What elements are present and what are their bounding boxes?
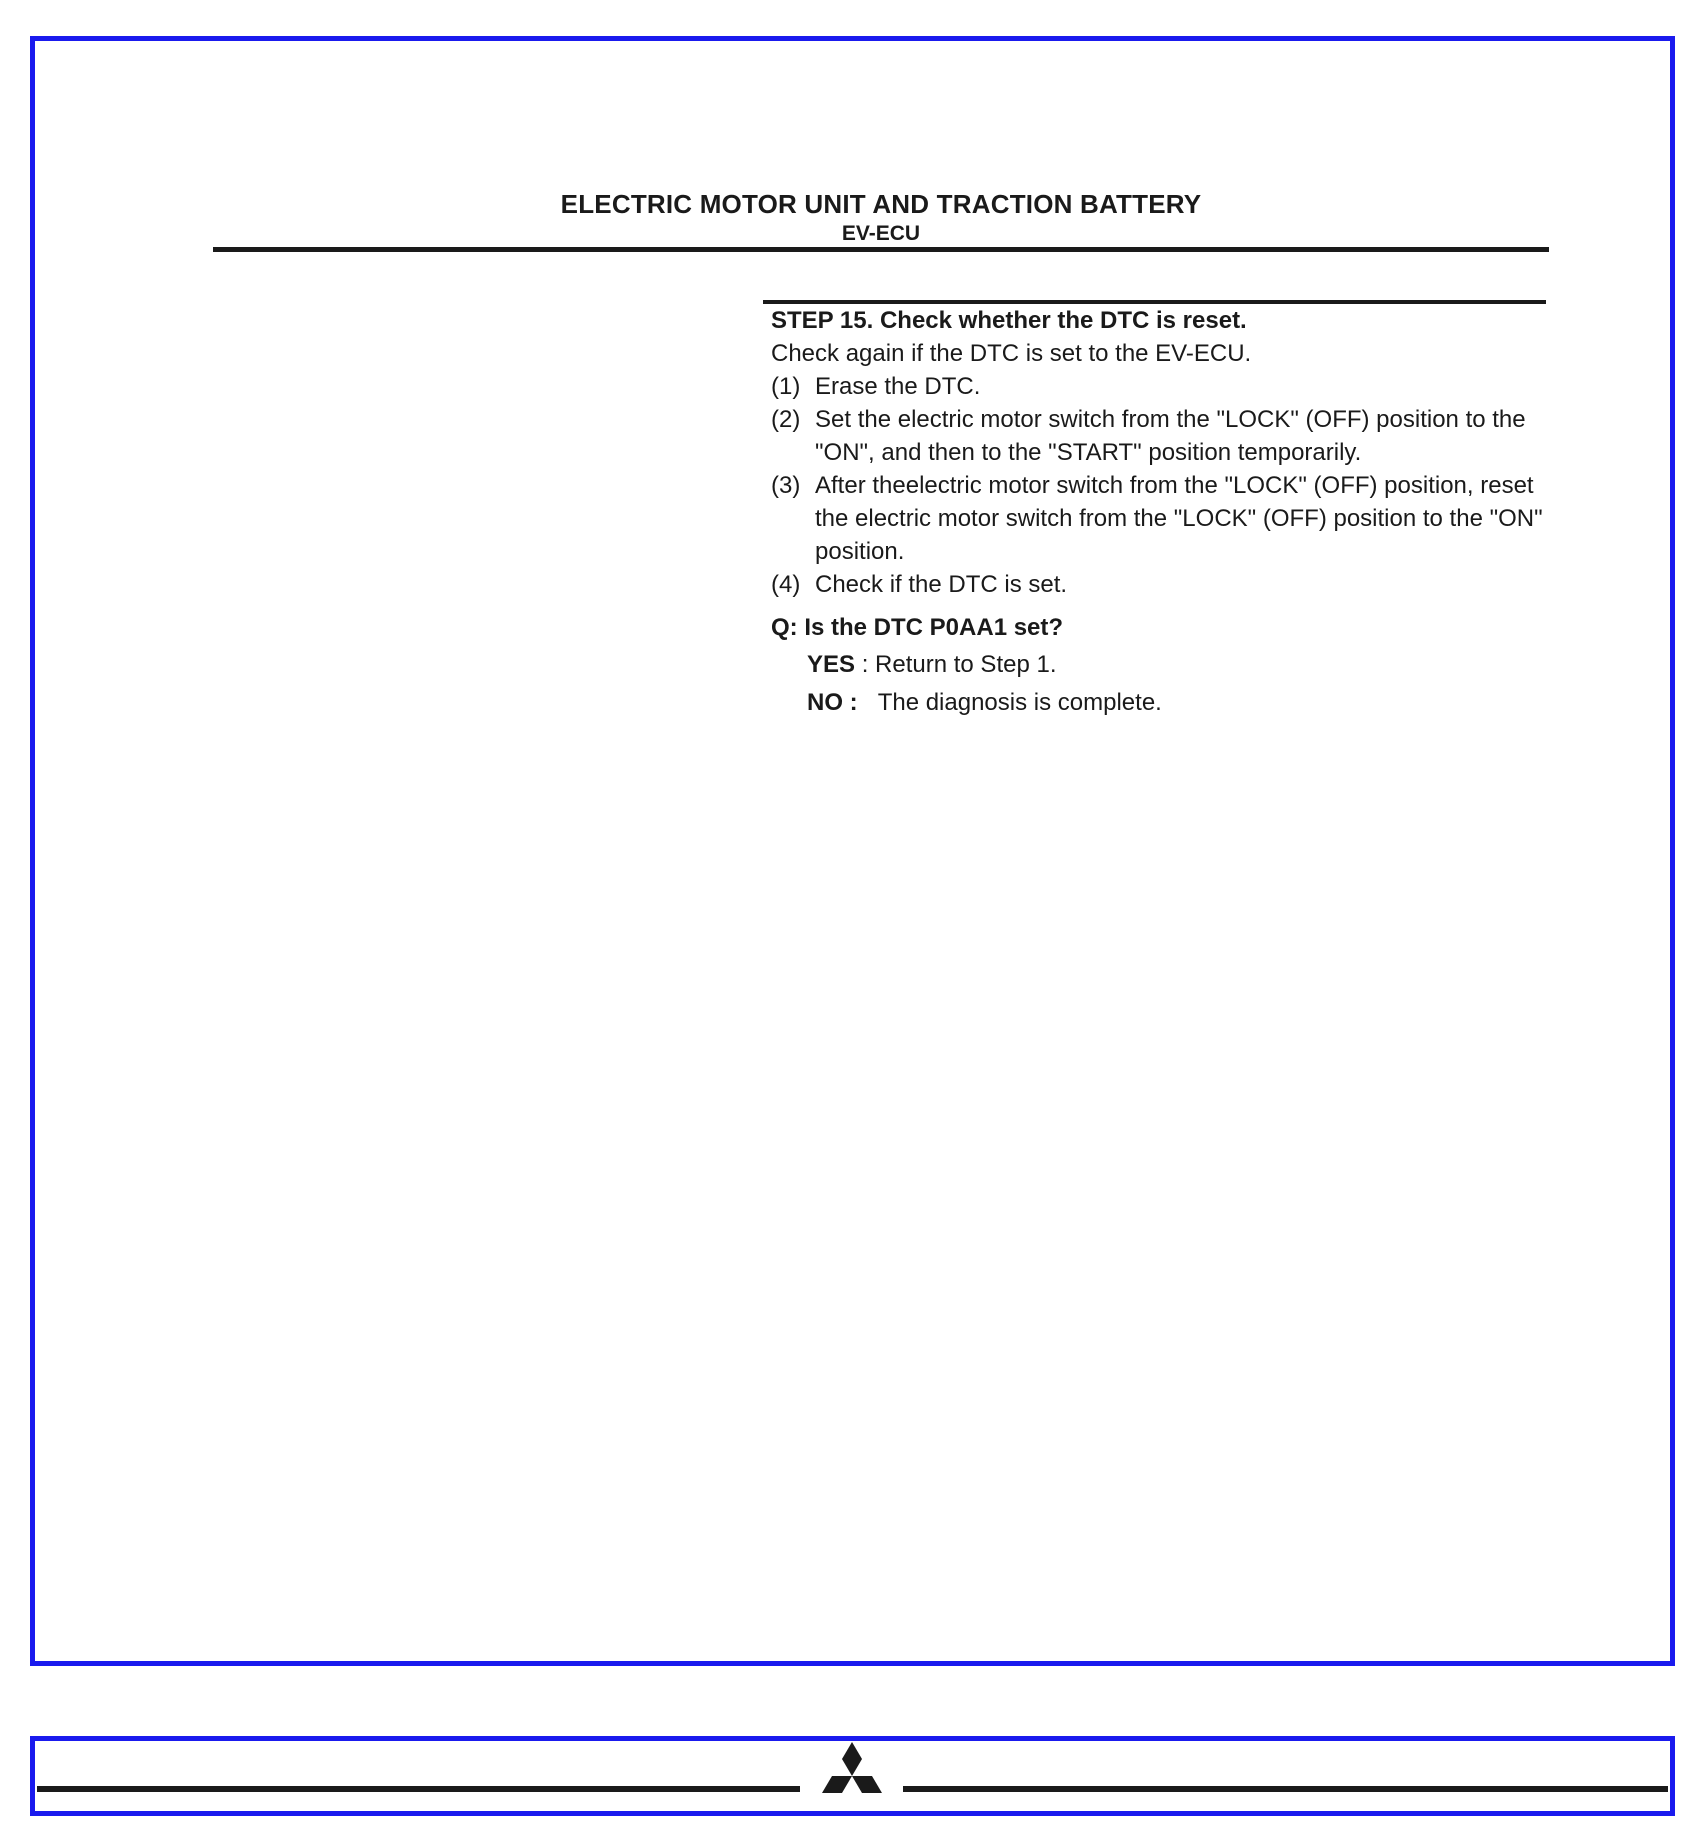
section-subtitle: EV-ECU <box>841 222 921 245</box>
three-diamond-logo-icon <box>812 1740 892 1810</box>
question: Q: Is the DTC P0AA1 set? <box>771 614 1064 641</box>
list-item <box>771 469 1561 568</box>
list-item <box>771 370 1561 403</box>
answer-text: Return to Step 1. <box>875 651 1057 678</box>
step-title: STEP 15. Check whether the DTC is reset. <box>771 307 1247 334</box>
list-item-number: (3) <box>771 472 801 499</box>
answer-yes <box>807 648 1561 682</box>
answer-key: YES <box>807 651 856 678</box>
answer-separator: : <box>855 651 876 678</box>
list-item-number: (1) <box>771 373 801 400</box>
header-rule <box>213 247 1549 252</box>
list-item-text: Check if the DTC is set. <box>815 571 1068 598</box>
list-item <box>771 403 1561 469</box>
answer-no <box>807 686 1561 720</box>
footer-rule-left <box>37 1786 800 1792</box>
step-intro: Check again if the DTC is set to the EV-ECU. <box>771 340 1252 367</box>
answer-separator <box>858 686 878 720</box>
list-item-number: (4) <box>771 571 801 598</box>
list-item-number: (2) <box>771 406 801 433</box>
footer-rule-right <box>903 1786 1668 1792</box>
answer-text: The diagnosis is complete. <box>877 689 1162 716</box>
list-item-text: Erase the DTC. <box>815 373 981 400</box>
list-item-text: Set the electric motor switch from the "LOCK" (OFF) position to the "ON", and then to the "START" position temporarily. <box>815 406 1526 466</box>
list-item <box>771 568 1561 601</box>
step-content <box>771 304 1561 720</box>
section-title: ELECTRIC MOTOR UNIT AND TRACTION BATTERY <box>560 189 1202 219</box>
content-frame <box>30 36 1675 1666</box>
list-item-text: After theelectric motor switch from the "LOCK" (OFF) position, reset the electric motor switch from the "LOCK" (OFF) position to the "ON" position. <box>815 472 1543 565</box>
answer-key: NO : <box>807 689 858 716</box>
